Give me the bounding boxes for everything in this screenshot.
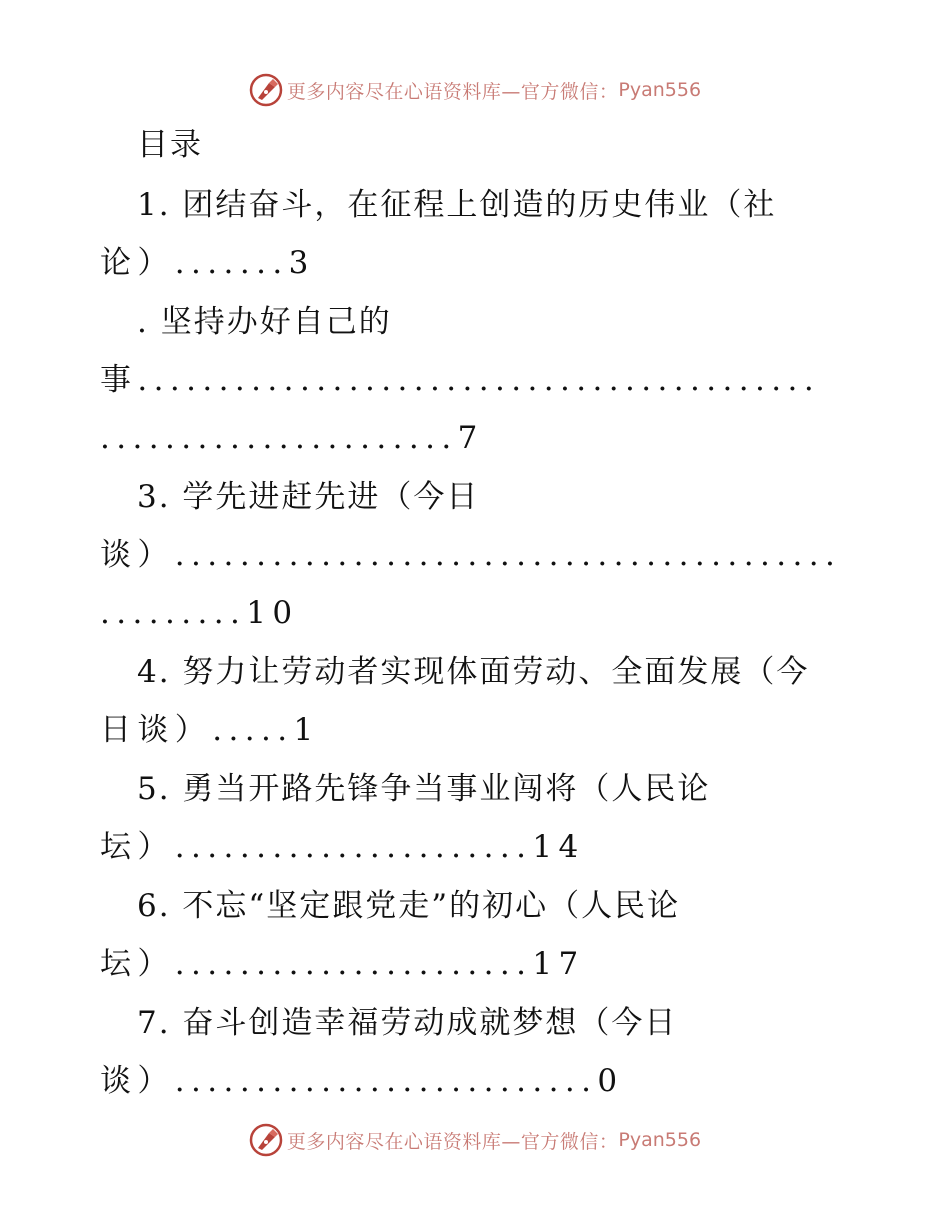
banner-text: 更多内容尽在心语资料库—官方微信： bbox=[286, 80, 619, 103]
toc-entry-6-title: 6. 不忘“坚定跟党走”的初心（人民论 bbox=[137, 888, 681, 924]
toc-entry-2-page: ......................7 bbox=[100, 420, 484, 456]
toc-entry-1-page: 论）.......3 bbox=[100, 245, 315, 281]
toc-entry-7-page: 谈）..........................0 bbox=[100, 1063, 624, 1099]
toc-entry-6-page: 坛）......................17 bbox=[100, 946, 585, 982]
toc-title: 目录 bbox=[137, 127, 203, 163]
toc-entry-2-title: . 坚持办好自己的 bbox=[137, 304, 392, 340]
toc-entry-1-title: 1. 团结奋斗，在征程上创造的历史伟业（社 bbox=[137, 187, 777, 223]
toc-entry-3-leader: 谈）......................................... bbox=[100, 537, 842, 573]
banner-text: 更多内容尽在心语资料库—官方微信： bbox=[286, 1130, 619, 1153]
toc-entry-7-title: 7. 奋斗创造幸福劳动成就梦想（今日 bbox=[137, 1005, 678, 1041]
wechat-id: Pyan556 bbox=[618, 1129, 702, 1151]
toc-entry-5-title: 5. 勇当开路先锋争当事业闯将（人民论 bbox=[137, 771, 711, 807]
pen-nib-logo-icon bbox=[249, 1123, 283, 1157]
toc-entry-3-title: 3. 学先进赶先进（今日 bbox=[137, 479, 480, 515]
footer-banner bbox=[0, 1120, 950, 1160]
toc-entry-4-page: 日谈）.....1 bbox=[100, 712, 320, 748]
wechat-id: Pyan556 bbox=[618, 79, 702, 101]
toc-entry-3-page: .........10 bbox=[100, 595, 299, 631]
toc-entry-5-page: 坛）......................14 bbox=[100, 829, 585, 865]
toc-entry-4-title: 4. 努力让劳动者实现体面劳动、全面发展（今 bbox=[137, 654, 810, 690]
toc-entry-2-leader: 事.......................................... bbox=[100, 362, 821, 398]
